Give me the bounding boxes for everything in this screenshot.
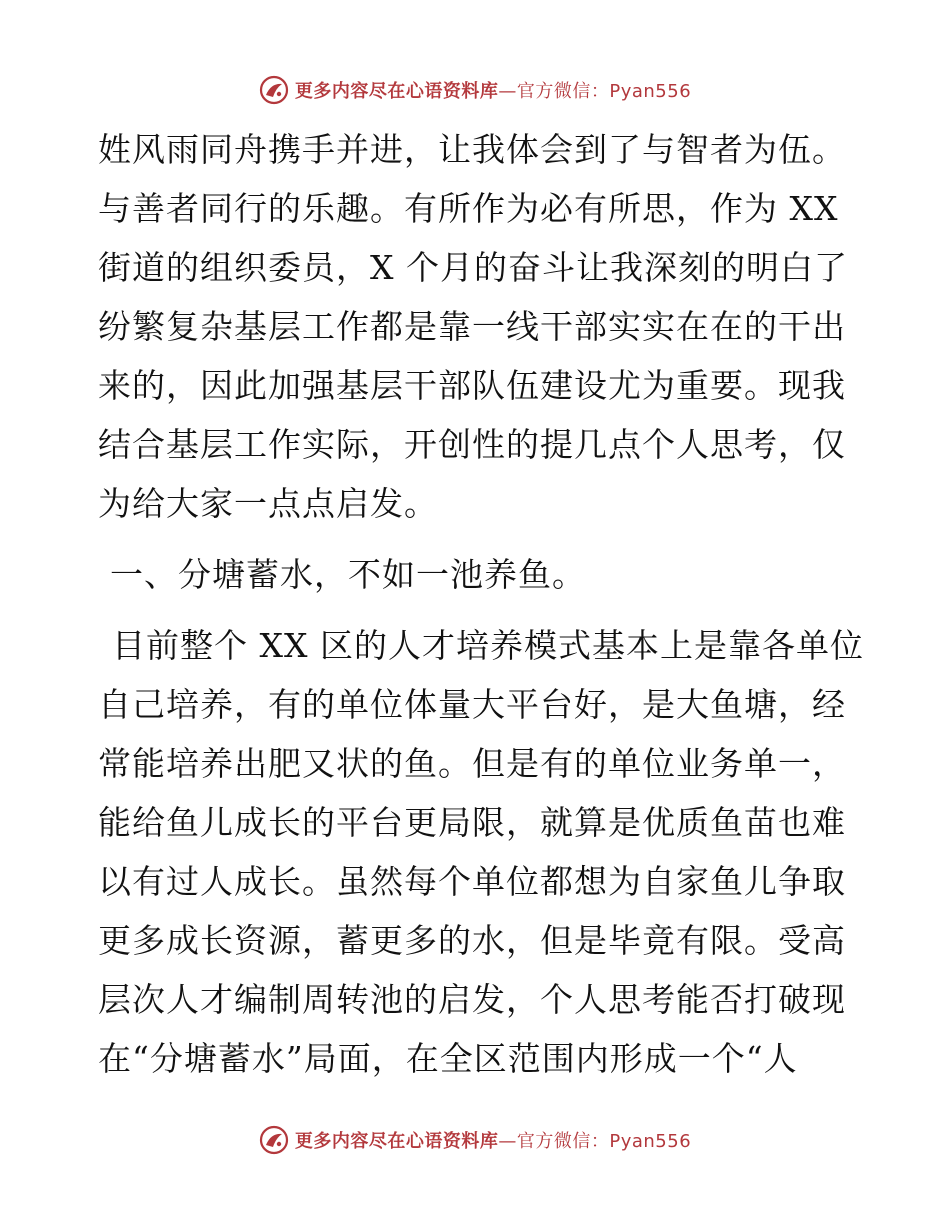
banner-wechat-id: Pyan556 <box>609 1131 692 1152</box>
text-line: 街道的组织委员，X 个月的奋斗让我深刻的明白了 <box>98 248 848 287</box>
banner-wechat-label: 官方微信： <box>516 1131 610 1152</box>
paragraph-2-continued <box>98 675 858 1088</box>
text-line: 纷繁复杂基层工作都是靠一线干部实实在在的干出 <box>98 307 846 346</box>
text-line: 与善者同行的乐趣。有所作为必有所思，作为 XX <box>98 189 839 228</box>
text-line: 为给大家一点点启发。 <box>98 484 438 523</box>
footer-watermark-banner <box>0 1120 950 1160</box>
banner-text <box>295 77 691 103</box>
text-line: 自己培养，有的单位体量大平台好，是大鱼塘，经 <box>98 685 846 724</box>
banner-wechat-label: 官方微信： <box>516 81 610 102</box>
text-line: 姓风雨同舟携手并进，让我体会到了与智者为伍。 <box>98 130 846 169</box>
text-line: 更多成长资源，蓄更多的水，但是毕竟有限。受高 <box>98 921 846 960</box>
text-line: 在“分塘蓄水”局面，在全区范围内形成一个“人 <box>98 1039 798 1078</box>
brand-logo-icon <box>259 1125 289 1155</box>
banner-site-text: 更多内容尽在心语资料库 <box>294 81 499 102</box>
text-line: 目前整个 XX 区的人才培养模式基本上是靠各单位 <box>112 626 864 665</box>
text-line: 来的，因此加强基层干部队伍建设尤为重要。现我 <box>98 366 846 405</box>
text-line: 结合基层工作实际，开创性的提几点个人思考，仅 <box>98 425 846 464</box>
banner-dash: — <box>498 1131 517 1152</box>
paragraph-1 <box>98 120 858 533</box>
banner-dash: — <box>498 81 517 102</box>
text-line: 能给鱼儿成长的平台更局限，就算是优质鱼苗也难 <box>98 803 846 842</box>
banner-text <box>295 1127 691 1153</box>
banner-site-text: 更多内容尽在心语资料库 <box>294 1131 499 1152</box>
text-line: 层次人才编制周转池的启发，个人思考能否打破现 <box>98 980 846 1019</box>
text-line: 以有过人成长。虽然每个单位都想为自家鱼儿争取 <box>98 862 846 901</box>
banner-wechat-id: Pyan556 <box>609 81 692 102</box>
paragraph-2 <box>98 616 864 675</box>
header-watermark-banner <box>0 70 950 110</box>
section-heading-1: 一、分塘蓄水，不如一池养鱼。 <box>110 555 586 594</box>
brand-logo-icon <box>259 75 289 105</box>
text-line: 常能培养出肥又状的鱼。但是有的单位业务单一， <box>98 744 846 783</box>
document-body <box>98 120 864 1088</box>
